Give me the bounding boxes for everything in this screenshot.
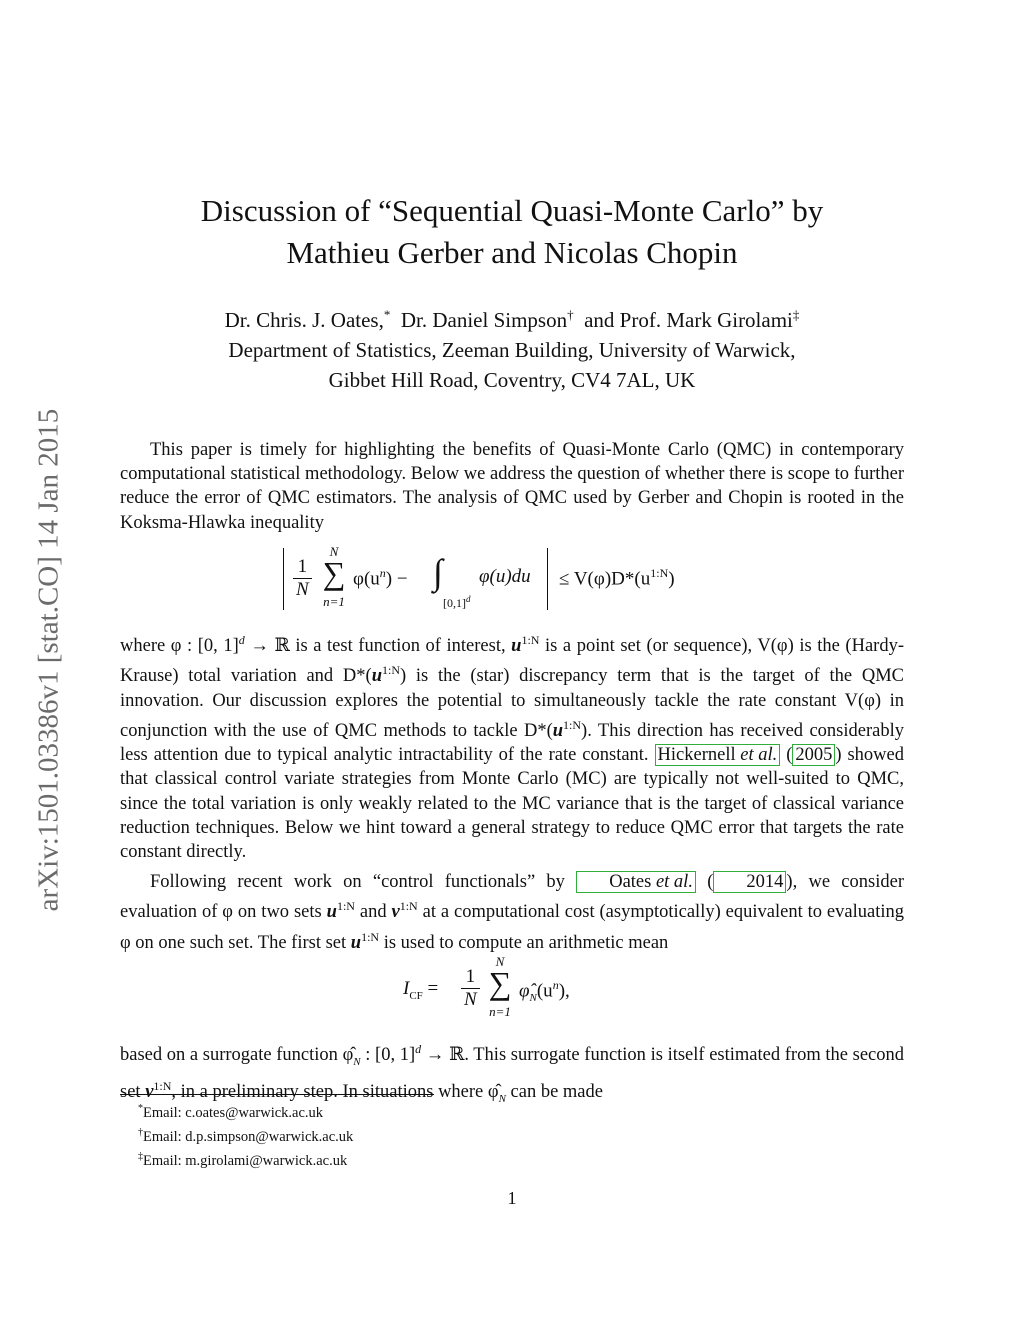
sum-term-close: ) −	[385, 568, 408, 590]
p4-s5: can be made	[505, 1082, 603, 1103]
sum-lower-limit: n=1	[323, 594, 345, 609]
paragraph-intro-text: This paper is timely for highlighting the benefits of Quasi-Monte Carlo (QMC) in contemporary computational statistical methodology. Below we address the question of whether there is scope to further reduce the error of QMC estimators. The analysis of QMC used by Gerber and Chopin is rooted in the Koksma-Hlawka inequality	[120, 440, 904, 533]
p3-s4: at a computational cost (asymptotically) equivalent to evaluating φ on one such set. The first set	[120, 902, 904, 953]
paper-title	[120, 190, 904, 274]
sum-term	[353, 566, 408, 590]
icf-term-close: ),	[558, 980, 570, 1002]
icf-equals: =	[422, 978, 439, 999]
p3-u-sup: 1:N	[336, 899, 355, 914]
citation-hickernell-name: Hickernell	[657, 745, 736, 766]
bound-rhs-sup: 1:N	[650, 566, 669, 580]
icf-lhs-sub: CF	[409, 989, 423, 1002]
p2-u: u	[511, 636, 522, 657]
p4-v-sup: 1:N	[153, 1079, 172, 1094]
affiliation-line-2: Gibbet Hill Road, Coventry, CV4 7AL, UK	[328, 368, 696, 392]
p2-s5: ). This direction has received considerably less attention due to typical analytic intractability of the rate constant.	[120, 721, 904, 766]
citation-hickernell-year[interactable]: 2005	[792, 744, 835, 766]
icf-lhs	[403, 978, 438, 1002]
citation-oates-name: Oates	[609, 872, 652, 892]
integrand: φ(u)du	[479, 566, 531, 587]
p4-s1: based on a surrogate function φ̂	[120, 1045, 354, 1066]
footnote-girolami-mark: ‡	[138, 1150, 143, 1162]
p4-s2-sup: d	[415, 1042, 422, 1056]
affiliation-line-1: Department of Statistics, Zeeman Building, University of Warwick,	[228, 338, 796, 362]
bound-rhs-text: ≤ V(φ)D*(u	[559, 568, 651, 590]
paragraph-rate-constant	[120, 628, 904, 864]
page-number: 1	[507, 1188, 517, 1208]
bound-rhs	[559, 566, 675, 590]
footnote-girolami	[138, 1147, 353, 1171]
footnotes	[138, 1099, 353, 1170]
author-oates: Dr. Chris. J. Oates,	[224, 308, 384, 332]
footnote-simpson	[138, 1123, 353, 1147]
icf-fraction	[461, 966, 480, 1011]
p2-u-sup: 1:N	[521, 633, 540, 647]
footnote-oates	[138, 1099, 353, 1123]
p2-s1-sup: d	[238, 633, 245, 647]
footnote-oates-email[interactable]: Email: c.oates@warwick.ac.uk	[143, 1104, 324, 1121]
footnote-girolami-email[interactable]: Email: m.girolami@warwick.ac.uk	[143, 1152, 348, 1169]
paragraph-intro	[120, 438, 904, 535]
p2-s1: where φ : [0, 1]	[120, 636, 239, 657]
p3-s2: , we consider evaluation of φ on two sets	[120, 872, 904, 923]
sum-symbol: ∑	[322, 555, 346, 591]
icf-fraction-numerator: 1	[461, 966, 480, 989]
p3-u: u	[326, 902, 337, 923]
p2-u-3: u	[552, 721, 564, 742]
sum-term-sup: n	[379, 566, 386, 580]
p3-s5: is used to compute an arithmetic mean	[379, 932, 669, 953]
p3-u-2: u	[350, 932, 362, 953]
icf-fraction-denominator: N	[464, 989, 477, 1010]
p4-s1-sub: N	[353, 1055, 361, 1068]
p3-s1: Following recent work on “control functionals” by	[150, 872, 577, 892]
p2-u-2: u	[371, 666, 382, 687]
p2-s3: is a point set (or sequence), V(φ) is the (Hardy-Krause) total variation and D*(	[120, 636, 904, 687]
citation-oates[interactable]	[576, 871, 696, 893]
title-line-1: Discussion of “Sequential Quasi-Monte Carlo” by	[200, 193, 824, 228]
author-girolami: and Prof. Mark Girolami	[584, 308, 793, 332]
footnote-oates-mark: *	[138, 1103, 143, 1114]
icf-term-symbol: φ̂	[519, 980, 530, 1002]
author-names	[120, 300, 904, 335]
abs-bar-left	[283, 548, 284, 610]
icf-term-sup: n	[552, 978, 559, 992]
citation-oates-etal: et al.	[655, 872, 693, 892]
paragraph-control-functionals	[120, 870, 904, 955]
p2-s2: → ℝ is a test function of interest,	[244, 636, 512, 657]
fraction-numerator: 1	[293, 556, 312, 579]
sum-upper-limit: N	[329, 544, 339, 559]
paragraph-rate-constant-text: where φ : [0, 1]$^d$ → ℝ is a test function of interest, $u^{1:N}$ is a point set (or sequence), V(φ) is the (Hardy-Krause) total variation and $D*(u^{1:N})$ is the (star) discrepancy term that is the target of the QMC innovation. Our discussion explores the potential to simultaneously tackle the rate constant V(φ) in conjunction with the use of QMC methods to tackle $D*(u^{1:N})$. This direction has received considerably less attention due to typical analytic intractability of the rate constant. Hickernell et al. ( 2005 ) showed that classical control variate strategies from Monte Carlo (MC) are typically not well-suited to QMC, since the total variation is only weakly related to the MC variance that is the target of classical variance reduction techniques. Below we hint toward a general strategy to reduce QMC error that targets the rate constant directly.	[120, 633, 905, 863]
icf-term	[519, 978, 570, 1004]
footnote-simpson-email[interactable]: Email: d.p.simpson@warwick.ac.uk	[143, 1128, 354, 1145]
icf-equation	[403, 956, 623, 1022]
integral-symbol: ∫	[433, 552, 443, 592]
integral-domain-sup: d	[466, 594, 471, 604]
p4-s4: , in a preliminary step. In situations where φ̂	[171, 1082, 499, 1103]
author-girolami-mark: ‡	[792, 307, 800, 322]
p4-s2: : [0, 1]	[360, 1045, 416, 1066]
p3-v: v	[391, 902, 400, 923]
icf-lhs-symbol: I	[403, 978, 410, 999]
author-block	[120, 300, 904, 395]
citation-oates-year[interactable]: 2014	[713, 871, 786, 893]
integral-domain	[443, 594, 471, 611]
title-line-2: Mathieu Gerber and Nicolas Chopin	[286, 235, 738, 270]
p2-u-sup-2: 1:N	[381, 663, 400, 678]
icf-sum-lower-limit: n=1	[489, 1004, 511, 1019]
icf-sum-symbol: ∑	[488, 965, 512, 1001]
p4-v: v	[145, 1082, 154, 1103]
author-simpson: Dr. Daniel Simpson	[400, 308, 568, 332]
paragraph-control-functionals-text: Following recent work on “control functionals” by Oates et al. ( 2014 ), we consider evaluation of φ on two sets $u^{1:N}$ and $v^{1:N}$ at a computational cost (asymptotically) equivalent to evaluating φ on one such set. The first set $u^{1:N}$ is used to compute an arithmetic mean	[120, 872, 904, 953]
sum-term-text: φ(u	[353, 568, 380, 590]
citation-hickernell[interactable]	[655, 744, 781, 766]
footnote-simpson-mark: †	[138, 1126, 143, 1138]
p3-s3: and	[354, 902, 392, 923]
integral-domain-text: [0,1]	[443, 596, 466, 610]
p2-u-sup-3: 1:N	[563, 717, 582, 732]
icf-term-arg: (u	[536, 980, 553, 1002]
icf-term-sub: N	[529, 992, 537, 1005]
abs-bar-right	[547, 548, 548, 610]
p4-s3: → ℝ. This surrogate function is itself estimated from the second set	[120, 1045, 904, 1103]
p2-s6: showed that classical control variate strategies from Monte Carlo (MC) are typically not well-suited to QMC, since the total variation is only weakly related to the MC variance that is the target of classical variance reduction techniques. Below we hint toward a general strategy to reduce QMC error that targets the rate constant directly.	[120, 745, 905, 863]
footnote-divider	[120, 1094, 434, 1095]
citation-hickernell-etal: et al.	[740, 745, 778, 766]
p3-v-sup: 1:N	[399, 899, 418, 914]
arxiv-stamp: arXiv:1501.03386v1 [stat.CO] 14 Jan 2015	[32, 408, 65, 912]
koksma-hlawka-equation	[283, 544, 743, 614]
p4-s4-sub: N	[498, 1092, 506, 1105]
fraction-1-over-n	[293, 556, 312, 601]
p3-u-sup-2: 1:N	[361, 929, 380, 944]
author-oates-mark: *	[383, 307, 391, 322]
icf-sum-upper-limit: N	[495, 954, 505, 969]
author-simpson-mark: †	[567, 307, 574, 322]
p2-s4: ) is the (star) discrepancy term that is the target of the QMC innovation. Our discussion explores the potential to simultaneously tackle the rate constant V(φ) in conjunction with the use of QMC methods to tackle D*(	[120, 666, 904, 742]
bound-rhs-close: )	[668, 568, 675, 590]
fraction-denominator: N	[296, 579, 309, 600]
